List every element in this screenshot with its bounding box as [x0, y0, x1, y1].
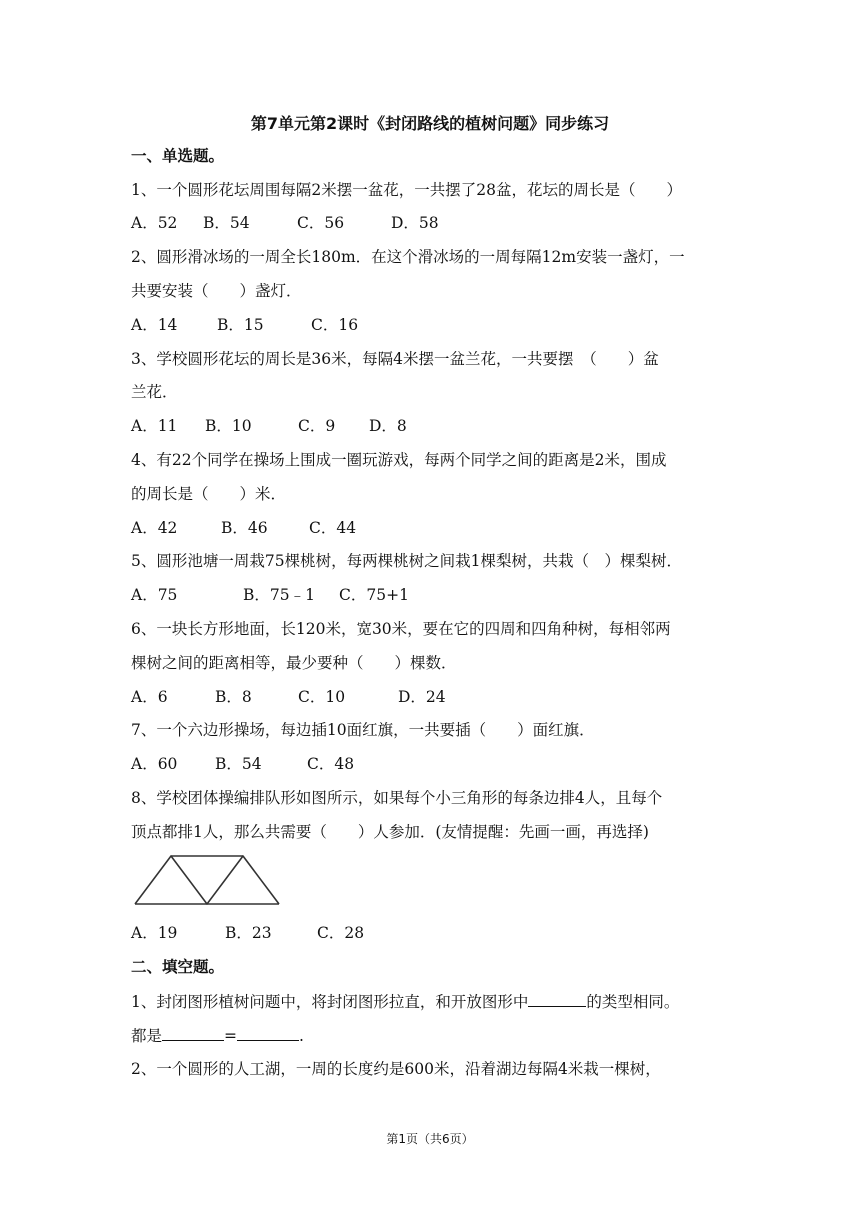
question-2-options [131, 315, 358, 335]
option-b[interactable]: B．46 [221, 519, 268, 537]
option-b[interactable]: B．8 [215, 688, 252, 706]
section-heading-fill-in: 二、填空题。 [131, 958, 225, 976]
option-a[interactable]: A．75 [131, 586, 178, 604]
fill-1-line2 [131, 1025, 304, 1046]
question-6-text-line1: 6、一块长方形地面，长120米，宽30米，要在它的四周和四角种树，每相邻两 [131, 620, 671, 638]
section-heading-single-choice: 一、单选题。 [131, 147, 225, 165]
option-b[interactable]: B．10 [205, 417, 252, 435]
fill-2-text: 2、一个圆形的人工湖，一周的长度约是600米，沿着湖边每隔4米栽一棵树， [131, 1060, 661, 1078]
option-c[interactable]: C．16 [311, 316, 359, 334]
fill-1-period: . [299, 1027, 304, 1045]
question-6-text-line2: 棵树之间的距离相等，最少要种（ ）棵数． [131, 654, 457, 672]
question-2-text-line1: 2、圆形滑冰场的一周全长180m．在这个滑冰场的一周每隔12m安装一盏灯，一 [131, 248, 685, 266]
fill-1-blank-2[interactable] [162, 1025, 224, 1041]
page-footer: 第1页（共6页） [386, 1132, 474, 1146]
fill-1-blank-1[interactable] [528, 991, 586, 1007]
option-a[interactable]: A．19 [131, 924, 178, 942]
question-8-text-line1: 8、学校团体操编排队形如图所示，如果每个小三角形的每条边排4人，且每个 [131, 789, 663, 807]
option-d[interactable]: D．8 [369, 417, 407, 435]
option-a[interactable]: A．52 [131, 214, 178, 232]
option-c[interactable]: C．75+1 [339, 586, 409, 604]
option-b[interactable]: B．75﹣1 [243, 586, 315, 604]
question-1-options [131, 213, 439, 233]
option-c[interactable]: C．44 [309, 519, 357, 537]
triangle-zigzag [135, 856, 279, 904]
option-c[interactable]: C．56 [297, 214, 345, 232]
question-4-text-line2: 的周长是（ ）米． [131, 485, 287, 503]
option-b[interactable]: B．15 [217, 316, 264, 334]
question-3-text-line2: 兰花． [131, 383, 178, 401]
option-d[interactable]: D．24 [398, 688, 446, 706]
option-c[interactable]: C．9 [298, 417, 336, 435]
fill-1-line1 [131, 991, 679, 1012]
question-3-text-line1: 3、学校圆形花坛的周长是36米，每隔4米摆一盆兰花，一共要摆 （ ）盆 [131, 350, 659, 368]
option-a[interactable]: A．42 [131, 519, 178, 537]
option-a[interactable]: A．11 [131, 417, 178, 435]
option-d[interactable]: D．58 [391, 214, 439, 232]
question-6-options [131, 687, 446, 707]
option-a[interactable]: A．60 [131, 755, 178, 773]
fill-1-text-c: 都是 [131, 1027, 163, 1045]
option-b[interactable]: B．54 [203, 214, 250, 232]
question-7-options [131, 754, 354, 774]
question-8-text-line2: 顶点都排1人，那么共需要（ ）人参加．(友情提醒：先画一画，再选择) [131, 823, 649, 841]
question-5-text: 5、圆形池塘一周栽75棵桃树，每两棵桃树之间栽1棵梨树，共栽（ ）棵梨树． [131, 552, 682, 570]
option-c[interactable]: C．28 [317, 924, 365, 942]
option-a[interactable]: A．14 [131, 316, 178, 334]
option-c[interactable]: C．10 [298, 688, 346, 706]
question-4-options [131, 518, 356, 538]
fill-1-blank-3[interactable] [237, 1025, 299, 1041]
option-c[interactable]: C．48 [307, 755, 355, 773]
option-b[interactable]: B．54 [215, 755, 262, 773]
option-b[interactable]: B．23 [225, 924, 272, 942]
question-7-text: 7、一个六边形操场，每边插10面红旗，一共要插（ ）面红旗． [131, 721, 595, 739]
fill-1-equals: = [224, 1027, 238, 1045]
document-title: 第7单元第2课时《封闭路线的植树问题》同步练习 [250, 114, 610, 133]
question-8-options [131, 923, 364, 943]
fill-1-text-a: 1、封闭图形植树问题中，将封闭图形拉直，和开放图形中 [131, 993, 529, 1011]
question-2-text-line2: 共要安装（ ）盏灯． [131, 282, 302, 300]
question-4-text-line1: 4、有22个同学在操场上围成一圈玩游戏，每两个同学之间的距离是2米，围成 [131, 451, 667, 469]
question-1-text: 1、一个圆形花坛周围每隔2米摆一盆花，一共摆了28盆，花坛的周长是（ ） [131, 181, 682, 199]
option-a[interactable]: A．6 [131, 688, 168, 706]
triangle-formation-figure [131, 852, 281, 908]
fill-1-text-b: 的类型相同。 [586, 993, 680, 1011]
question-3-options [131, 416, 407, 436]
question-5-options [131, 585, 409, 605]
